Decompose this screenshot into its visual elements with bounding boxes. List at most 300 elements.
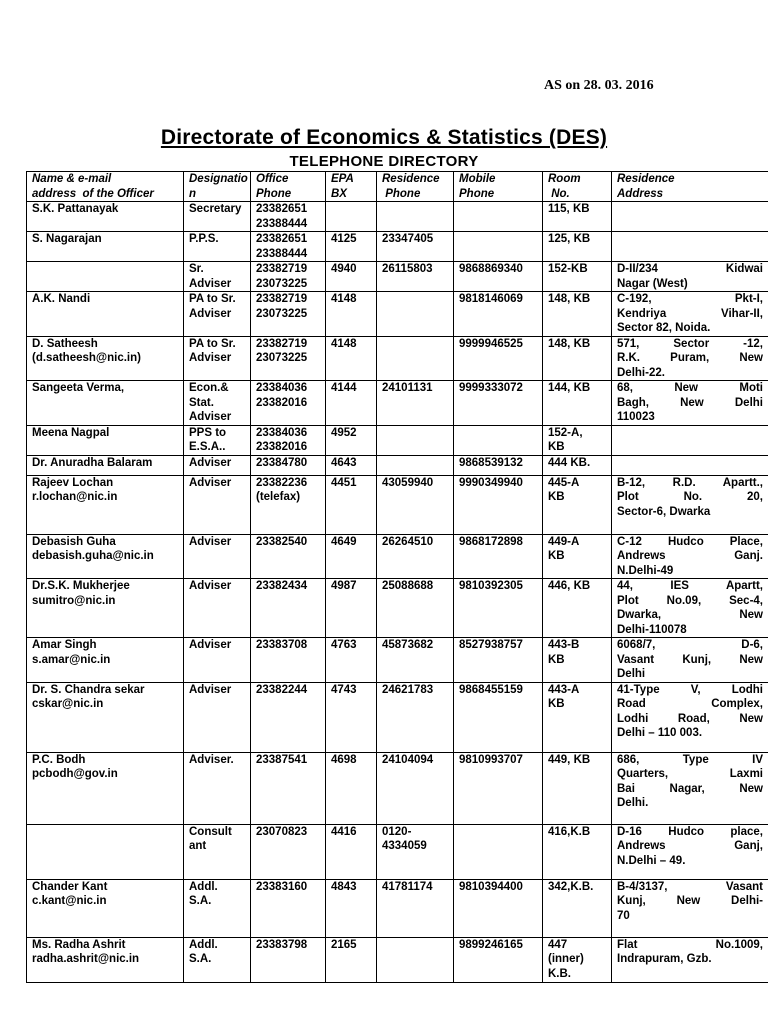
cell-office-phone [251, 202, 326, 232]
cell-line: 23387541 [256, 753, 308, 766]
cell-line: 9868539132 [459, 456, 523, 469]
cell-residence-phone [377, 824, 454, 879]
cell-residence-address [612, 336, 768, 381]
cell-residence-address [612, 824, 768, 879]
cell-line: 23382719 [256, 263, 308, 275]
cell-line: Sangeeta Verma, [32, 382, 125, 394]
cell-line: R.K. Puram, New [617, 352, 763, 364]
cell-office-phone [251, 381, 326, 426]
cell-office-phone [251, 475, 326, 534]
header-designation [184, 172, 251, 202]
cell-line: S. Nagarajan [32, 233, 102, 245]
cell-line: Adviser [189, 411, 232, 423]
cell-name-email [27, 937, 184, 982]
cell-room-no [543, 682, 612, 752]
cell-residence-address [612, 475, 768, 534]
cell-residence-address [612, 638, 768, 683]
cell-line: Kunj, New Delhi- [617, 895, 763, 907]
cell-line: 0120- [382, 825, 412, 838]
cell-name-email [27, 425, 184, 455]
cell-line: Delhi [617, 668, 646, 680]
cell-office-phone [251, 824, 326, 879]
table-row [27, 937, 768, 982]
header-line: Phone [459, 187, 495, 200]
cell-room-no [543, 336, 612, 381]
cell-line: Bai Nagar, New [617, 782, 763, 795]
header-line: Residence [382, 173, 440, 185]
cell-line: 148, KB [548, 293, 591, 305]
cell-line: 571, Sector -12, [617, 337, 763, 350]
cell-epabx [326, 824, 377, 879]
table-row [27, 475, 768, 534]
cell-designation [184, 336, 251, 381]
table-row [27, 202, 768, 232]
cell-residence-address [612, 232, 768, 262]
cell-name-email [27, 879, 184, 937]
table-header-row [27, 172, 768, 202]
cell-line: 4148 [331, 293, 357, 305]
cell-line: 4643 [331, 456, 357, 469]
cell-residence-address [612, 534, 768, 579]
cell-line: Dr. Anuradha Balaram [32, 456, 153, 469]
as-on-date: AS on 28. 03. 2016 [544, 78, 654, 93]
cell-designation [184, 232, 251, 262]
cell-line: D-16 Hudco place, [617, 825, 763, 838]
cell-name-email [27, 336, 184, 381]
cell-line: 70 [617, 909, 630, 922]
cell-designation [184, 292, 251, 337]
header-line: Mobile [459, 173, 496, 185]
cell-line: 342,K.B. [548, 880, 594, 893]
cell-line: Quarters, Laxmi [617, 768, 763, 780]
cell-line: 686, Type IV [617, 753, 763, 766]
cell-mobile-phone [454, 425, 543, 455]
cell-office-phone [251, 937, 326, 982]
cell-room-no [543, 879, 612, 937]
cell-designation [184, 579, 251, 638]
cell-room-no [543, 579, 612, 638]
cell-line: Adviser. [189, 753, 234, 766]
table-row [27, 752, 768, 824]
cell-line: 26264510 [382, 535, 434, 548]
cell-line: A.K. Nandi [32, 293, 91, 305]
cell-line: 23070823 [256, 825, 308, 838]
header-mobile-phone [454, 172, 543, 202]
cell-office-phone [251, 232, 326, 262]
cell-line: 4416 [331, 825, 357, 838]
cell-line: 416,K.B [548, 825, 591, 838]
table-row [27, 262, 768, 292]
cell-line: 26115803 [382, 263, 433, 275]
cell-residence-phone [377, 579, 454, 638]
cell-mobile-phone [454, 879, 543, 937]
cell-office-phone [251, 336, 326, 381]
cell-room-no [543, 292, 612, 337]
table-row [27, 381, 768, 426]
cell-line: 9810392305 [459, 580, 523, 592]
cell-line: 4144 [331, 382, 357, 394]
cell-office-phone [251, 752, 326, 824]
cell-line: N.Delhi – 49. [617, 854, 686, 867]
cell-line: Delhi. [617, 797, 649, 809]
header-epabx [326, 172, 377, 202]
cell-line: Road Complex, [617, 698, 763, 710]
header-line: Room [548, 173, 581, 185]
cell-line: 152-A, [548, 426, 583, 439]
cell-name-email [27, 381, 184, 426]
cell-line: 9899246165 [459, 938, 523, 951]
cell-office-phone [251, 638, 326, 683]
cell-room-no [543, 752, 612, 824]
cell-epabx [326, 879, 377, 937]
cell-room-no [543, 824, 612, 879]
cell-line: 41-Type V, Lodhi [617, 683, 763, 696]
cell-designation [184, 381, 251, 426]
cell-line: Adviser [189, 639, 232, 651]
cell-line: Sector-6, Dwarka [617, 505, 711, 518]
header-line: Office [256, 173, 289, 185]
header-line: Phone [256, 187, 292, 200]
cell-designation [184, 752, 251, 824]
cell-line: C-192, Pkt-I, [617, 293, 763, 305]
cell-line: Econ.& [189, 382, 229, 394]
cell-line: 9999946525 [459, 337, 523, 350]
cell-line: 9818146069 [459, 293, 523, 305]
cell-line: 25088688 [382, 580, 434, 592]
cell-line: 443-A [548, 683, 580, 696]
cell-line: Nagar (West) [617, 277, 688, 290]
header-line: address of the Officer [32, 187, 154, 200]
cell-epabx [326, 937, 377, 982]
cell-line: Andrews Ganj. [617, 550, 763, 562]
cell-epabx [326, 638, 377, 683]
cell-line: 4987 [331, 580, 357, 592]
cell-line: 446, KB [548, 580, 591, 592]
cell-room-no [543, 937, 612, 982]
cell-epabx [326, 292, 377, 337]
cell-line: pcbodh@gov.in [32, 768, 118, 780]
cell-line: Plot No.09, Sec-4, [617, 594, 763, 607]
cell-residence-phone [377, 534, 454, 579]
table-row [27, 292, 768, 337]
cell-name-email [27, 824, 184, 879]
cell-line: 444 KB. [548, 456, 591, 469]
cell-office-phone [251, 579, 326, 638]
cell-line: Meena Nagpal [32, 426, 110, 439]
cell-line: 144, KB [548, 382, 591, 394]
cell-residence-address [612, 381, 768, 426]
cell-line: 41781174 [382, 880, 433, 893]
cell-line: ant [189, 840, 207, 852]
page-title: Directorate of Economics & Statistics (DES) [160, 126, 608, 149]
cell-line: D. Satheesh [32, 337, 98, 350]
table-row [27, 336, 768, 381]
cell-line: Delhi-110078 [617, 623, 687, 636]
cell-line: 9810993707 [459, 753, 523, 766]
header-line: EPA [331, 173, 354, 185]
cell-line: Amar Singh [32, 639, 97, 651]
cell-office-phone [251, 682, 326, 752]
cell-line: Sector 82, Noida. [617, 322, 711, 334]
cell-line: 23382244 [256, 683, 308, 696]
cell-epabx [326, 579, 377, 638]
cell-room-no [543, 425, 612, 455]
cell-line: 23383798 [256, 938, 308, 951]
cell-line: Indrapuram, Gzb. [617, 953, 712, 965]
cell-line: C-12 Hudco Place, [617, 535, 763, 548]
table-row [27, 232, 768, 262]
cell-line: S.A. [189, 895, 212, 907]
cell-designation [184, 455, 251, 475]
cell-mobile-phone [454, 202, 543, 232]
cell-line: 4649 [331, 535, 357, 548]
cell-line: 4952 [331, 426, 357, 439]
cell-line: 115, KB [548, 203, 590, 215]
cell-line: Adviser [189, 277, 232, 290]
header-line: BX [331, 187, 347, 200]
cell-office-phone [251, 425, 326, 455]
cell-residence-address [612, 202, 768, 232]
cell-line: 23384780 [256, 456, 308, 469]
cell-line: D-II/234 Kidwai [617, 263, 763, 275]
table-row [27, 534, 768, 579]
cell-residence-phone [377, 381, 454, 426]
header-line: n [189, 187, 197, 200]
cell-line: 23382016 [256, 396, 308, 409]
cell-line: 2165 [331, 938, 357, 951]
cell-line: 148, KB [548, 337, 591, 350]
cell-residence-address [612, 455, 768, 475]
cell-line: 4125 [331, 233, 357, 245]
cell-mobile-phone [454, 937, 543, 982]
cell-room-no [543, 262, 612, 292]
cell-line: 449-A [548, 535, 580, 548]
cell-designation [184, 202, 251, 232]
cell-line: E.S.A.. [189, 441, 226, 453]
cell-epabx [326, 381, 377, 426]
cell-line: 447 [548, 938, 568, 951]
cell-residence-phone [377, 475, 454, 534]
cell-name-email [27, 682, 184, 752]
cell-line: 44, IES Apartt, [617, 580, 763, 592]
cell-line: Andrews Ganj, [617, 840, 763, 852]
cell-epabx [326, 232, 377, 262]
cell-line: B-12, R.D. Apartt., [617, 476, 763, 489]
cell-line: 4763 [331, 639, 357, 651]
cell-name-email [27, 262, 184, 292]
cell-name-email [27, 579, 184, 638]
cell-residence-phone [377, 202, 454, 232]
cell-epabx [326, 682, 377, 752]
cell-name-email [27, 292, 184, 337]
cell-mobile-phone [454, 292, 543, 337]
cell-line: 4743 [331, 683, 357, 696]
cell-line: KB [548, 491, 565, 503]
cell-line: 4940 [331, 263, 357, 275]
cell-line: KB [548, 441, 565, 453]
cell-designation [184, 425, 251, 455]
cell-residence-phone [377, 752, 454, 824]
cell-line: Ms. Radha Ashrit [32, 938, 126, 951]
cell-room-no [543, 534, 612, 579]
cell-line: 449, KB [548, 753, 591, 766]
cell-line: 23388444 [256, 247, 308, 260]
cell-residence-phone [377, 879, 454, 937]
cell-epabx [326, 455, 377, 475]
cell-line: 9868455159 [459, 683, 523, 696]
cell-line: Lodhi Road, New [617, 712, 763, 725]
cell-designation [184, 475, 251, 534]
cell-line: 23382016 [256, 441, 308, 453]
cell-line: P.C. Bodh [32, 753, 86, 766]
cell-name-email [27, 475, 184, 534]
cell-line: 23073225 [256, 277, 308, 290]
cell-line: r.lochan@nic.in [32, 491, 118, 503]
cell-residence-phone [377, 232, 454, 262]
cell-line: 68, New Moti [617, 382, 763, 394]
cell-residence-address [612, 682, 768, 752]
cell-name-email [27, 534, 184, 579]
cell-line: (inner) [548, 953, 584, 965]
cell-line: Chander Kant [32, 880, 108, 893]
cell-line: 23073225 [256, 307, 308, 320]
cell-residence-phone [377, 292, 454, 337]
cell-line: Dr.S.K. Mukherjee [32, 580, 130, 592]
table-row [27, 682, 768, 752]
cell-line: 23382651 [256, 233, 308, 245]
header-line: Address [617, 187, 664, 200]
cell-line: Plot No. 20, [617, 491, 763, 503]
cell-designation [184, 682, 251, 752]
cell-epabx [326, 262, 377, 292]
cell-epabx [326, 336, 377, 381]
cell-mobile-phone [454, 534, 543, 579]
cell-line: KB [548, 550, 565, 562]
cell-mobile-phone [454, 638, 543, 683]
cell-residence-address [612, 879, 768, 937]
cell-line: 4451 [331, 476, 357, 489]
cell-line: 23383160 [256, 880, 308, 893]
cell-line: 125, KB [548, 233, 591, 245]
cell-office-phone [251, 455, 326, 475]
header-office-phone [251, 172, 326, 202]
cell-office-phone [251, 292, 326, 337]
cell-epabx [326, 202, 377, 232]
cell-office-phone [251, 534, 326, 579]
cell-line: 23382719 [256, 293, 308, 305]
cell-residence-address [612, 937, 768, 982]
cell-line: N.Delhi-49 [617, 564, 674, 577]
cell-mobile-phone [454, 579, 543, 638]
cell-designation [184, 879, 251, 937]
table-body [27, 202, 768, 983]
cell-line: PA to Sr. [189, 337, 236, 350]
cell-line: Bagh, New Delhi [617, 396, 763, 409]
cell-line: 9868869340 [459, 263, 523, 275]
cell-name-email [27, 638, 184, 683]
cell-line: 6068/7, D-6, [617, 639, 763, 651]
cell-line: 23382236 [256, 476, 308, 489]
cell-line: S.K. Pattanayak [32, 203, 119, 215]
header-residence-phone [377, 172, 454, 202]
table-row [27, 638, 768, 683]
cell-line: 4698 [331, 753, 357, 766]
cell-mobile-phone [454, 232, 543, 262]
cell-designation [184, 638, 251, 683]
table-row [27, 455, 768, 475]
cell-residence-phone [377, 682, 454, 752]
cell-designation [184, 824, 251, 879]
cell-residence-address [612, 292, 768, 337]
cell-designation [184, 534, 251, 579]
cell-line: 23383708 [256, 639, 308, 651]
header-line: Name & e-mail [32, 173, 112, 185]
cell-residence-address [612, 262, 768, 292]
cell-line: Addl. [189, 880, 218, 893]
header-line: Phone [382, 187, 421, 200]
cell-mobile-phone [454, 752, 543, 824]
cell-line: 23382719 [256, 337, 308, 350]
table-row [27, 425, 768, 455]
cell-residence-phone [377, 336, 454, 381]
cell-line: S.A. [189, 953, 212, 965]
cell-line: Debasish Guha [32, 535, 116, 548]
cell-office-phone [251, 879, 326, 937]
cell-room-no [543, 455, 612, 475]
cell-line: Adviser [189, 352, 232, 364]
cell-line: Delhi – 110 003. [617, 727, 703, 739]
cell-line: 9810394400 [459, 880, 523, 893]
cell-line: 445-A [548, 476, 580, 489]
cell-line: 23388444 [256, 217, 308, 230]
cell-line: KB [548, 698, 565, 710]
telephone-directory-table [26, 171, 768, 983]
cell-residence-address [612, 579, 768, 638]
page-subtitle: TELEPHONE DIRECTORY [289, 153, 479, 170]
cell-line: PPS to [189, 426, 227, 439]
cell-room-no [543, 381, 612, 426]
cell-line: sumitro@nic.in [32, 594, 116, 607]
cell-line: P.P.S. [189, 233, 219, 245]
cell-line: cskar@nic.in [32, 698, 104, 710]
cell-mobile-phone [454, 336, 543, 381]
cell-line: 8527938757 [459, 639, 523, 651]
cell-line: 9999333072 [459, 382, 523, 394]
cell-line: Consult [189, 825, 232, 838]
table-row [27, 579, 768, 638]
cell-line: (telefax) [256, 491, 301, 503]
header-line: Residence [617, 173, 675, 185]
cell-line: c.kant@nic.in [32, 895, 107, 907]
cell-residence-phone [377, 425, 454, 455]
cell-name-email [27, 232, 184, 262]
cell-line: 9868172898 [459, 535, 523, 548]
cell-line: Sr. [189, 263, 204, 275]
cell-epabx [326, 475, 377, 534]
cell-line: Delhi-22. [617, 366, 665, 379]
cell-line: 23382434 [256, 580, 308, 592]
cell-line: 43059940 [382, 476, 434, 489]
cell-mobile-phone [454, 262, 543, 292]
cell-line: 23384036 [256, 426, 308, 439]
cell-name-email [27, 752, 184, 824]
cell-line: radha.ashrit@nic.in [32, 953, 140, 965]
cell-mobile-phone [454, 475, 543, 534]
cell-residence-phone [377, 262, 454, 292]
cell-line: 24104094 [382, 753, 434, 766]
cell-mobile-phone [454, 455, 543, 475]
cell-epabx [326, 534, 377, 579]
